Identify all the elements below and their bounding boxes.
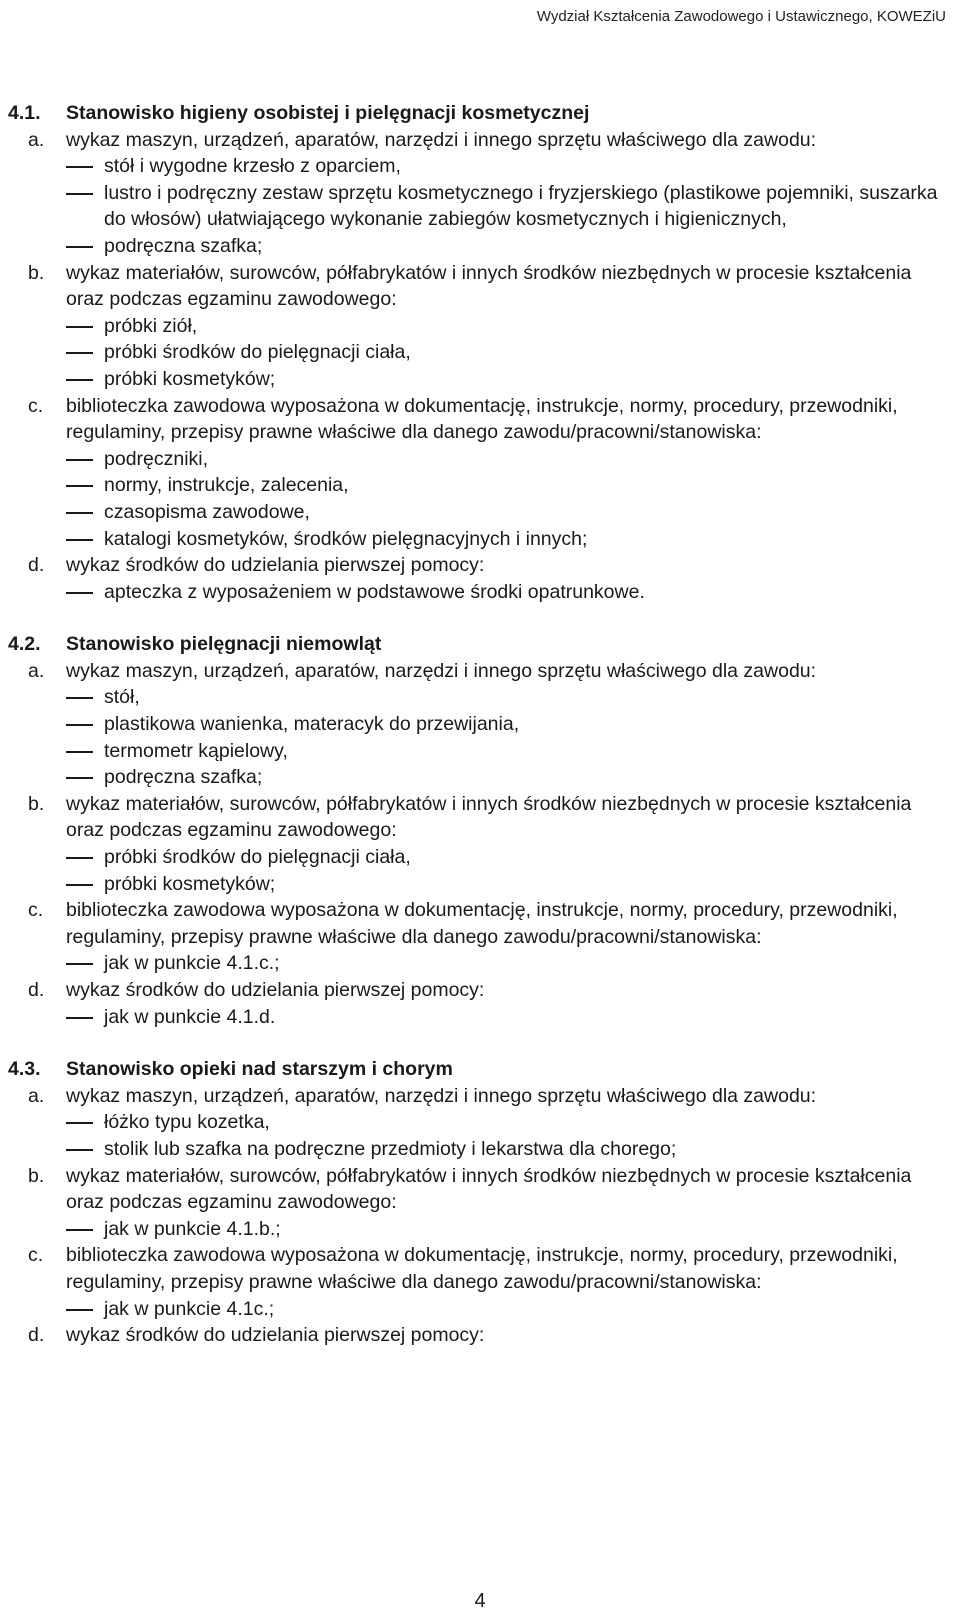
item-letter: b.: [28, 792, 45, 815]
dash-bullet-item: próbki środków do pielęgnacji ciała,: [8, 844, 953, 871]
section-title: Stanowisko opieki nad starszym i chorym: [66, 1058, 453, 1081]
dash-bullet-item: normy, instrukcje, zalecenia,: [8, 472, 953, 499]
list-item: [8, 260, 953, 313]
list-item: [8, 127, 953, 154]
dash-bullet-item: próbki środków do pielęgnacji ciała,: [8, 339, 953, 366]
dash-bullet-item: podręczniki,: [8, 446, 953, 473]
section-number: 4.3.: [8, 1058, 41, 1081]
list-item: [8, 658, 953, 685]
item-letter: a.: [28, 128, 45, 151]
item-letter: d.: [28, 554, 45, 577]
dash-bullet-item: jak w punkcie 4.1.c.;: [8, 950, 953, 977]
dash-bullet-item: plastikowa wanienka, materacyk do przewijania,: [8, 711, 953, 738]
item-letter: c.: [28, 1244, 44, 1267]
list-item: [8, 393, 953, 446]
section-heading: [8, 631, 953, 658]
item-text: wykaz maszyn, urządzeń, aparatów, narzędzi i innego sprzętu właściwego dla zawodu:: [66, 1084, 817, 1107]
dash-bullet-item: próbki kosmetyków;: [8, 871, 953, 898]
item-text: wykaz środków do udzielania pierwszej pomocy:: [66, 554, 485, 577]
item-text: wykaz maszyn, urządzeń, aparatów, narzędzi i innego sprzętu właściwego dla zawodu:: [66, 128, 817, 151]
dash-bullet-item: podręczna szafka;: [8, 764, 953, 791]
list-item: [8, 791, 953, 844]
section-title: Stanowisko higieny osobistej i pielęgnacji kosmetycznej: [66, 102, 590, 124]
list-item: [8, 1083, 953, 1110]
list-item: [8, 1163, 953, 1216]
item-letter: b.: [28, 261, 45, 284]
list-item: [8, 1242, 953, 1295]
section-4-3: [8, 1056, 953, 1349]
item-letter: a.: [28, 659, 45, 682]
section-4-2: [8, 631, 953, 1030]
section-title: Stanowisko pielęgnacji niemowląt: [66, 633, 382, 656]
page-number: 4: [474, 1590, 486, 1612]
dash-bullet-item: stół i wygodne krzesło z oparciem,: [8, 153, 953, 180]
item-letter: a.: [28, 1084, 45, 1107]
section-heading: [8, 1056, 953, 1083]
list-item: [8, 1322, 953, 1349]
list-item: [8, 552, 953, 579]
item-letter: d.: [28, 979, 45, 1001]
item-letter: d.: [28, 1324, 45, 1347]
list-item: [8, 977, 953, 1004]
list-item: [8, 897, 953, 950]
item-letter: b.: [28, 1164, 45, 1187]
dash-bullet-item: jak w punkcie 4.1c.;: [8, 1296, 953, 1323]
item-text: wykaz materiałów, surowców, półfabrykatów i innych środków niezbędnych w procesie kształcenia oraz podczas egzaminu zawodowego:: [66, 1164, 912, 1214]
dash-bullet-item: termometr kąpielowy,: [8, 738, 953, 765]
dash-bullet-item: jak w punkcie 4.1.d.: [8, 1004, 953, 1031]
dash-bullet-item: łóżko typu kozetka,: [8, 1109, 953, 1136]
running-header: Wydział Kształcenia Zawodowego i Ustawicznego, KOWEZiU: [536, 8, 946, 25]
item-text: wykaz materiałów, surowców, półfabrykatów i innych środków niezbędnych w procesie kształcenia oraz podczas egzaminu zawodowego:: [66, 261, 912, 311]
dash-bullet-item: czasopisma zawodowe,: [8, 499, 953, 526]
dash-bullet-item: katalogi kosmetyków, środków pielęgnacyjnych i innych;: [8, 526, 953, 553]
item-text: biblioteczka zawodowa wyposażona w dokumentację, instrukcje, normy, procedury, przewodniki, regulaminy, przepisy prawne właściwe dla danego zawodu/pracowni/stanowiska:: [66, 899, 898, 948]
dash-bullet-item: podręczna szafka;: [8, 233, 953, 260]
dash-bullet-item: lustro i podręczny zestaw sprzętu kosmetycznego i fryzjerskiego (plastikowe pojemniki, suszarka do włosów) ułatwiającego wykonanie zabiegów kosmetycznych i higienicznych,: [8, 180, 953, 233]
section-number: 4.2.: [8, 633, 41, 656]
section-heading: [8, 100, 953, 127]
section-number: 4.1.: [8, 102, 41, 124]
item-text: wykaz środków do udzielania pierwszej pomocy:: [66, 979, 485, 1001]
item-text: wykaz środków do udzielania pierwszej pomocy:: [66, 1324, 485, 1347]
dash-bullet-item: próbki kosmetyków;: [8, 366, 953, 393]
dash-bullet-item: apteczka z wyposażeniem w podstawowe środki opatrunkowe.: [8, 579, 953, 606]
item-text: biblioteczka zawodowa wyposażona w dokumentację, instrukcje, normy, procedury, przewodniki, regulaminy, przepisy prawne właściwe dla danego zawodu/pracowni/stanowiska:: [66, 394, 898, 444]
dash-bullet-item: stół,: [8, 684, 953, 711]
dash-bullet-item: jak w punkcie 4.1.b.;: [8, 1216, 953, 1243]
item-text: wykaz maszyn, urządzeń, aparatów, narzędzi i innego sprzętu właściwego dla zawodu:: [66, 659, 817, 682]
item-text: biblioteczka zawodowa wyposażona w dokumentację, instrukcje, normy, procedury, przewodniki, regulaminy, przepisy prawne właściwe dla danego zawodu/pracowni/stanowiska:: [66, 1244, 898, 1293]
section-4-1: [8, 100, 953, 605]
item-text: wykaz materiałów, surowców, półfabrykatów i innych środków niezbędnych w procesie kształcenia oraz podczas egzaminu zawodowego:: [66, 792, 912, 842]
dash-bullet-item: stolik lub szafka na podręczne przedmioty i lekarstwa dla chorego;: [8, 1136, 953, 1163]
document-body: [8, 100, 953, 1375]
dash-bullet-item: próbki ziół,: [8, 313, 953, 340]
item-letter: c.: [28, 899, 44, 922]
item-letter: c.: [28, 394, 44, 417]
